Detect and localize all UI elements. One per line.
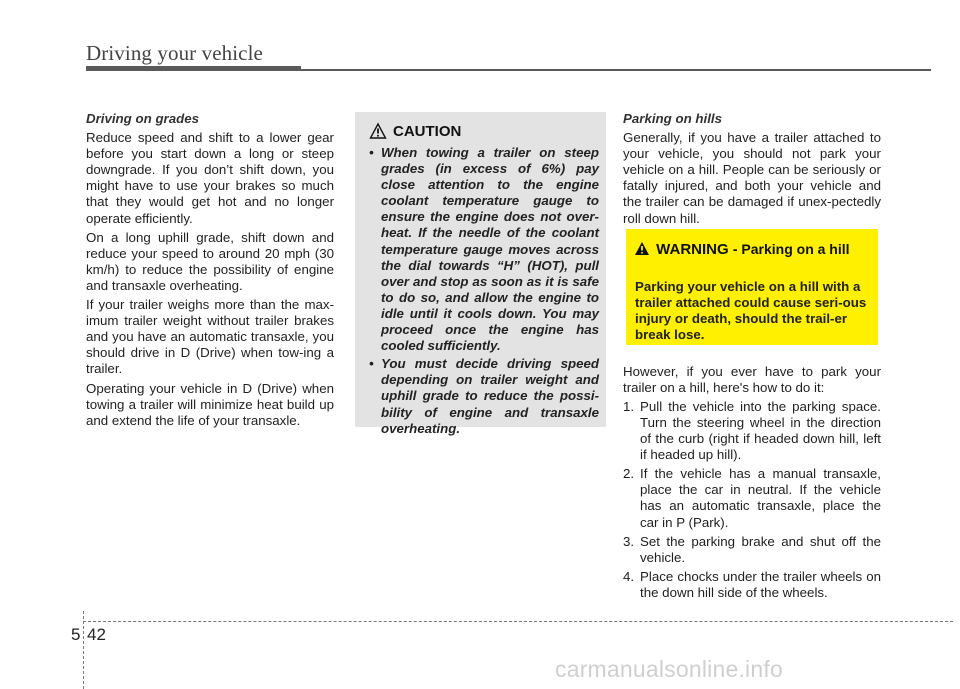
list-item (623, 534, 881, 566)
paragraph: On a long uphill grade, shift down and reduce your speed to around 20 mph (30 km/h) to reduce the possibility of engine and transaxle overheating. (86, 229, 334, 293)
chapter-number: 5 (71, 625, 81, 644)
paragraph: Operating your vehicle in D (Drive) when towing a trailer will minimize heat build up and extend the life of your transaxle. (86, 380, 334, 428)
caution-item (367, 145, 599, 354)
header-rule-thin (301, 69, 931, 71)
list-item (623, 569, 881, 601)
caution-triangle-icon (369, 122, 387, 140)
right-column (623, 111, 881, 604)
paragraph: Reduce speed and shift to a lower gear before you start down a long or steep downgrade. If you don’t shift down, you might have to use your brakes so much that they would get hot and no longer operate efficiently. (86, 130, 334, 226)
step-text: If the vehicle has a manual transaxle, place the car in neutral. If the vehicle has an automatic transaxle, place the car in P (Park). (640, 466, 881, 530)
caution-title: CAUTION (393, 122, 462, 140)
caution-item-text: When towing a trailer on steep grades (in excess of 6%) pay close attention to the engine coolant temperature gauge to ensure the engine does not over-heat. If the needle of the coolant temperature gauge moves across the dial towards “H” (HOT), pull over and stop as soon as it is safe to do so, and allow the engine to idle until it cools down. You may proceed once the engine has cooled sufficiently. (381, 145, 599, 354)
parking-steps-list (623, 399, 881, 601)
warning-box (626, 229, 878, 345)
warning-triangle-icon (634, 241, 650, 256)
header-rule-thick (86, 66, 301, 71)
caution-item-text: You must decide driving speed depending on trailer weight and uphill grade to reduce the possi-bility of engine and transaxle overheating. (381, 356, 599, 436)
left-column (86, 111, 334, 432)
list-item (623, 466, 881, 530)
paragraph: Generally, if you have a trailer attached to your vehicle, you should not park your vehicle on a hill. People can be seriously or fatally injured, and both your vehicle and the trailer can be damaged if unex-pectedly roll down hill. (623, 130, 881, 226)
bullet: • (369, 145, 374, 160)
step-number: 1. (623, 398, 635, 414)
warning-title: WARNING (656, 241, 729, 258)
step-number: 4. (623, 568, 635, 584)
caution-box (355, 112, 606, 436)
step-text: Set the parking brake and shut off the vehicle. (640, 533, 881, 565)
warning-subtitle: - Parking on a hill (732, 241, 850, 257)
bullet: • (369, 356, 374, 372)
step-text: Place chocks under the trailer wheels on the down hill side of the wheels. (640, 568, 881, 600)
warning-heading (634, 241, 872, 258)
step-number: 3. (623, 533, 635, 549)
footer-divider-vertical (83, 611, 84, 689)
paragraph: However, if you ever have to park your trailer on a hill, here's how to do it: (623, 363, 881, 395)
section-heading-driving-on-grades: Driving on grades (86, 111, 200, 126)
footer-divider-horizontal (83, 621, 953, 622)
step-number: 2. (623, 466, 635, 482)
step-text: Pull the vehicle into the parking space. Turn the steering wheel in the direction of the curb (right if headed down hill, left if headed up hill). (640, 398, 881, 463)
list-item (623, 399, 881, 463)
caution-item (367, 356, 599, 436)
warning-body: Parking your vehicle on a hill with a trailer attached could cause seri-ous injury or death, should the trail-er break lose. (635, 279, 867, 343)
caution-list (367, 145, 599, 439)
caution-heading (369, 122, 461, 140)
watermark: carmanualsonline.info (555, 656, 783, 682)
paragraph: If your trailer weighs more than the max-imum trailer weight without trailer brakes and you have an automatic transaxle, you should drive in D (Drive) when tow-ing a trailer. (86, 297, 334, 377)
page-header-title: Driving your vehicle (86, 41, 263, 65)
section-heading-parking-on-hills: Parking on hills (623, 111, 723, 126)
page-number: 42 (87, 625, 106, 644)
